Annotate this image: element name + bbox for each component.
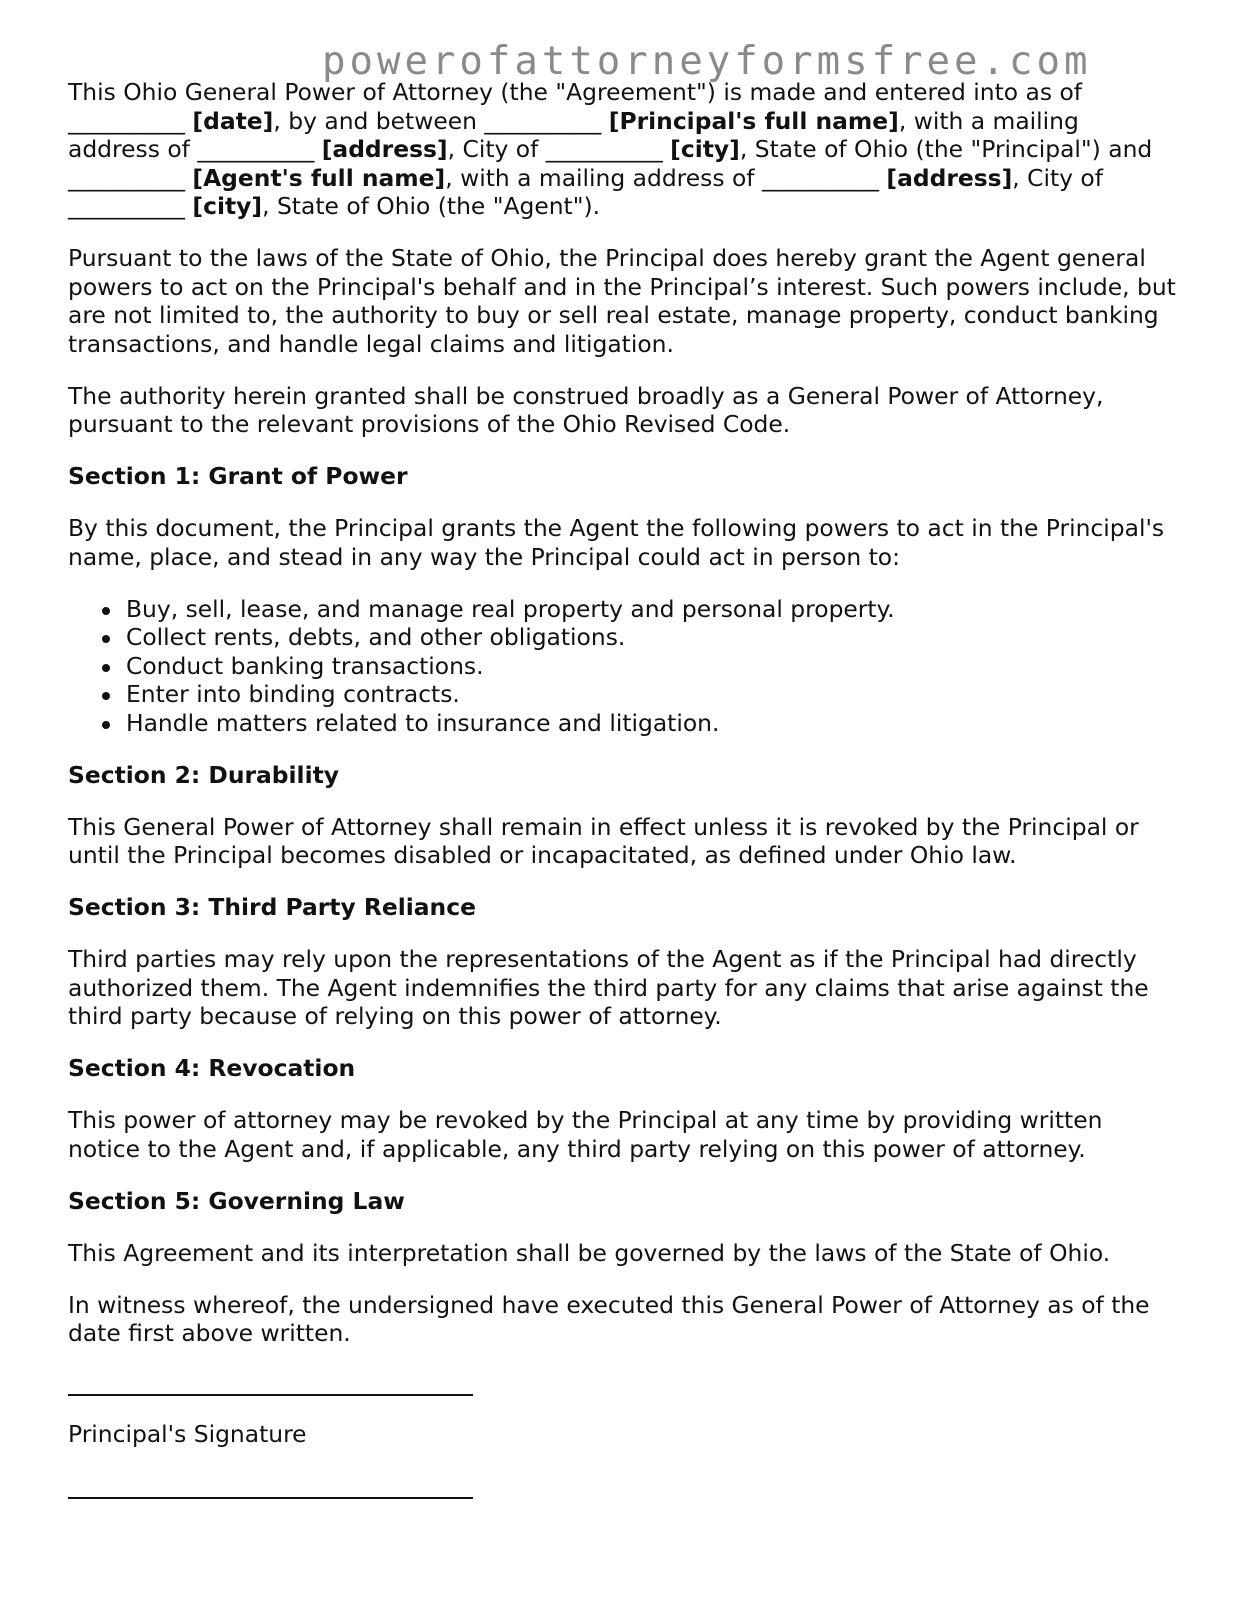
principal-city-placeholder: [city] [670,135,740,163]
second-signature-line[interactable] [68,1497,473,1499]
document-body [68,78,1178,1371]
agent-city-placeholder: [city] [192,192,263,220]
intro-text: , with a mailing address of [445,163,755,192]
agent-name-blank: __________ [68,163,185,192]
list-item: Conduct banking transactions. [126,652,1178,681]
section-3-heading: Section 3: Third Party Reliance [68,893,476,921]
section-3-body: Third parties may rely upon the representations of the Agent as if the Principal had directly authorized them. The Agent indemnifies the third party for any claims that arise against the third party because of relying on this power of attorney. [68,945,1149,1030]
list-item: Handle matters related to insurance and litigation. [126,709,1178,738]
section-5-heading: Section 5: Governing Law [68,1186,405,1215]
watermark: powerofattorneyformsfree.com [322,39,1092,84]
intro-text: , with a mailing address of [68,106,1079,163]
intro-text: , State of Ohio (the "Agent"). [262,192,601,220]
authority-paragraph: The authority herein granted shall be construed broadly as a General Power of Attorney, pursuant to the relevant provisions of the Ohio Revised Code. [68,381,1104,438]
section-4-heading: Section 4: Revocation [68,1054,356,1082]
principal-city-blank: __________ [545,135,663,163]
intro-text: , City of [1012,163,1103,192]
section-5-body: This Agreement and its interpretation shall be governed by the laws of the State of Ohio. [68,1238,1111,1267]
date-blank: __________ [68,106,185,135]
intro-text: , by and between [273,106,477,135]
agent-city-blank: __________ [68,192,185,220]
intro-text: This Ohio General Power of Attorney (the "Agreement") is made and entered into as of [68,78,1082,106]
intro-text: , State of Ohio (the "Principal") and [739,135,1153,163]
list-item: Buy, sell, lease, and manage real property and personal property. [126,595,1178,624]
section-2-body: This General Power of Attorney shall remain in effect unless it is revoked by the Principal or until the Principal becomes disabled or incapacitated, as defined under Ohio law. [68,812,1139,869]
section-2-heading: Section 2: Durability [68,760,340,789]
agent-name-placeholder: [Agent's full name] [192,163,446,192]
date-placeholder: [date] [192,106,274,135]
list-item: Enter into binding contracts. [126,680,1178,709]
section-1-heading: Section 1: Grant of Power [68,462,408,490]
principal-name-placeholder: [Principal's full name] [608,106,899,135]
principal-address-placeholder: [address] [321,135,448,163]
closing-paragraph: In witness whereof, the undersigned have executed this General Power of Attorney as of the date first above written. [68,1290,1150,1347]
section-4-body: This power of attorney may be revoked by the Principal at any time by providing written notice to the Agent and, if applicable, any third party relying on this power of attorney. [68,1106,1103,1163]
section-1-body: By this document, the Principal grants the Agent the following powers to act in the Principal's name, place, and stead in any way the Principal could act in person to: [68,514,1165,571]
intro-paragraph [68,78,1178,221]
list-item: Collect rents, debts, and other obligations. [126,623,1178,652]
principal-signature-label: Principal's Signature [68,1420,307,1448]
powers-list [68,595,1178,738]
intro-text: , City of [447,135,539,163]
general-powers-paragraph: Pursuant to the laws of the State of Ohio, the Principal does hereby grant the Agent general powers to act on the Principal's behalf and in the Principal’s interest. Such powers include, but are not limited to, the authority to buy or sell real estate, manage property, conduct banking transactions, and handle legal claims and litigation. [68,244,1176,358]
agent-address-blank: __________ [761,163,879,192]
principal-address-blank: __________ [197,135,315,163]
principal-signature-line[interactable] [68,1394,473,1396]
principal-name-blank: __________ [484,106,602,135]
agent-address-placeholder: [address] [886,163,1013,192]
